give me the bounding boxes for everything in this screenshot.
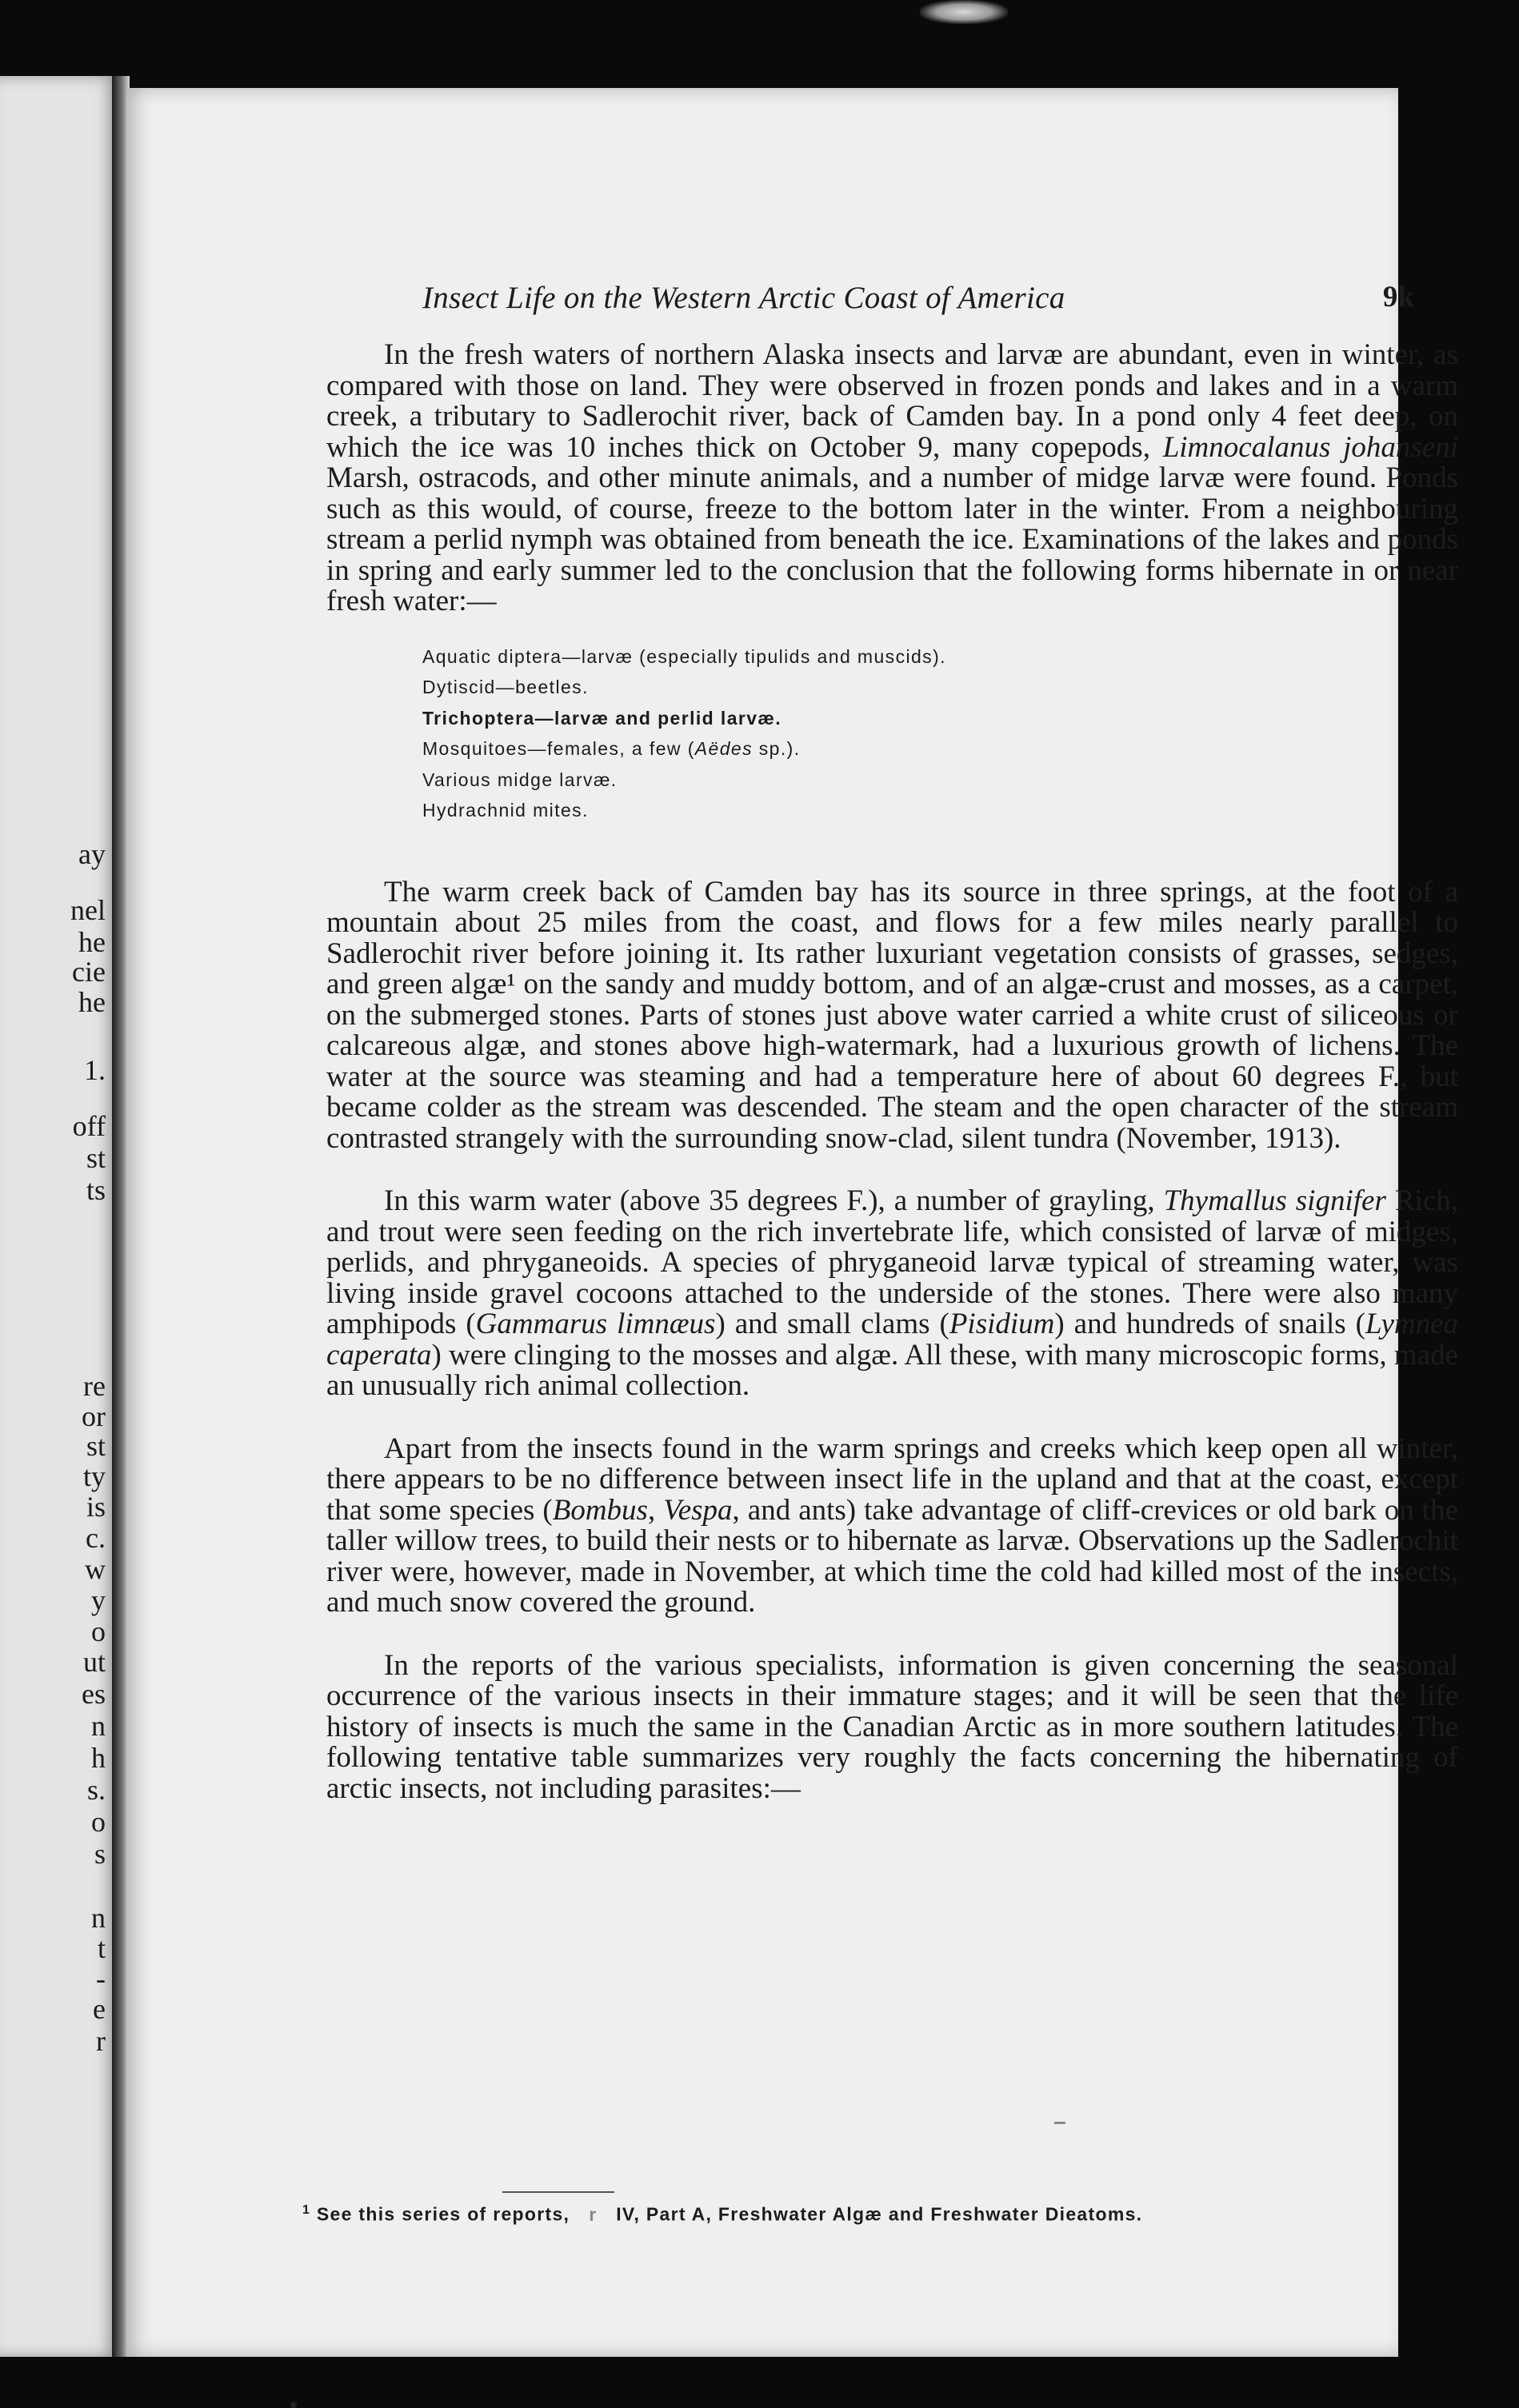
- facing-page-fragment: es: [82, 1678, 106, 1710]
- footnote-stray-mark: r: [589, 2203, 598, 2225]
- facing-page-fragment: st: [86, 1430, 106, 1462]
- facing-page-fragment: ay: [78, 838, 106, 870]
- list-item: Aquatic diptera—larvæ (especially tipulids and muscids).: [422, 645, 946, 667]
- facing-page-fragment: s.: [86, 1774, 106, 1806]
- stray-dot: [290, 2402, 297, 2408]
- footnote-marker: 1: [302, 2203, 311, 2217]
- paragraph-fresh-waters: In the fresh waters of northern Alaska insects and larvæ are abundant, even in winter, as compared with those on land. They were observed in frozen ponds and lakes and in a warm creek, a tributary to Sadlerochit river, back of Camden bay. In a pond only 4 feet deep, on which the ice was 10 inches thick on October 9, many copepods, Limnocalanus johanseni Marsh, ostracods, and other minute animals, and a number of midge larvæ were found. Ponds such as this would, of course, freeze to the bottom later in the winter. From a neighbouring stream a perlid nymph was obtained from beneath the ice. Examinations of the lakes and ponds in spring and early summer led to the conclusion that the following forms hibernate in or near fresh water:—: [326, 338, 1458, 617]
- paragraph-warm-creek: The warm creek back of Camden bay has its source in three springs, at the foot of a mountain about 25 miles from the coast, and flows for a few miles nearly parallel to Sadlerochit river before joining it. Its rather luxuriant vegetation consists of grasses, sedges, and green algæ¹ on the sandy and muddy bottom, and of an algæ-crust and mosses, as a carpet, on the submerged stones. Parts of stones just above water carried a white crust of siliceous or calcareous algæ, and stones above high-watermark, had a luxurious growth of lichens. The water at the source was steaming and had a temperature here of about 60 degrees F., but became colder as the stream was descended. The steam and the open character of the stream contrasted strangely with the surrounding snow-clad, silent tundra (November, 1913).: [326, 875, 1458, 1155]
- facing-page-fragment: s: [94, 1838, 106, 1870]
- facing-page-fragment: t: [97, 1932, 106, 1964]
- list-item: Dytiscid—beetles.: [422, 677, 589, 697]
- facing-page-fragment: cie: [72, 956, 106, 988]
- list-item: Mosquitoes—females, a few (Aëdes sp.).: [422, 738, 801, 759]
- facing-page-fragment: o: [91, 1806, 106, 1838]
- running-head-title: Insect Life on the Western Arctic Coast of America: [422, 281, 1065, 315]
- facing-page-fragment: r: [96, 2025, 106, 2057]
- page-body: [326, 340, 1458, 1804]
- hibernating-forms-list: [422, 641, 1458, 826]
- running-head: [422, 280, 1414, 328]
- facing-page-fragment: or: [82, 1400, 106, 1432]
- facing-page-fragment: e: [93, 1993, 106, 2025]
- facing-page-fragment: ts: [86, 1174, 106, 1206]
- facing-page-fragment: nel: [70, 894, 106, 926]
- facing-page-fragment: h: [91, 1742, 106, 1774]
- book-page: [126, 88, 1459, 2357]
- list-item: Trichoptera—larvæ and perlid larvæ.: [422, 707, 782, 729]
- facing-page-fragment: -: [96, 1963, 106, 1995]
- list-item: Various midge larvæ.: [422, 769, 618, 790]
- footnote: [302, 2203, 1142, 2226]
- facing-page-fragment: ty: [82, 1460, 106, 1492]
- paragraph-specialist-reports: In the reports of the various specialists, information is given concerning the seasonal occurrence of the various insects in their immature stages; and it will be seen that the life history of insects is much the same in the Canadian Arctic as in more southern latitudes. The following tentative table summarizes very roughly the facts concerning the hibernating of arctic insects, not including parasites:—: [326, 1648, 1458, 1805]
- facing-page-fragment: n: [91, 1902, 106, 1934]
- facing-page-fragment: off: [72, 1110, 106, 1142]
- footnote-text-a: See this series of reports,: [316, 2203, 570, 2225]
- paragraph-upland-coast: Apart from the insects found in the warm springs and creeks which keep open all winter, there appears to be no difference between insect life in the upland and that at the coast, except that some species (Bombus, Vespa, and ants) take advantage of cliff-crevices or old bark on the taller willow trees, to build their nests or to hibernate as larvæ. Observations up the Sadlerochit river were, however, made in November, at which time the cold had killed most of the insects, and much snow covered the ground.: [326, 1432, 1459, 1619]
- facing-page-fragment: n: [91, 1710, 106, 1742]
- facing-page-fragment: y: [91, 1584, 106, 1616]
- facing-page-fragment: ut: [82, 1646, 106, 1678]
- footnote-text-b: IV, Part A, Freshwater Algæ and Freshwater Dieatoms.: [616, 2203, 1143, 2225]
- facing-page-fragment: is: [86, 1491, 106, 1523]
- facing-page-edge: [0, 76, 120, 2357]
- facing-page-fragment: c.: [86, 1522, 106, 1554]
- facing-page-fragment: he: [78, 986, 106, 1018]
- list-item: Hydrachnid mites.: [422, 800, 589, 821]
- facing-page-fragment: st: [86, 1142, 106, 1174]
- facing-page-fragment: w: [85, 1553, 106, 1585]
- footnote-rule: [502, 2191, 614, 2193]
- stray-mark: [1054, 2122, 1065, 2124]
- facing-page-fragment: re: [83, 1370, 106, 1402]
- facing-page-fragment: 1.: [84, 1054, 106, 1086]
- scan-blot: [920, 0, 1008, 24]
- paragraph-warm-water: In this warm water (above 35 degrees F.), a number of grayling, Thymallus signifer Rich, and trout were seen feeding on the rich invertebrate life, which consisted of larvæ of midges, perlids, and phryganeoids. A species of phryganeoid larvæ typical of streaming water, was living inside gravel cocoons attached to the underside of the stones. There were also many amphipods (Gammarus limnæus) and small clams (Pisidium) and hundreds of snails (Lymnea caperata) were clinging to the mosses and algæ. All these, with many microscopic forms, made an unusually rich animal collection.: [326, 1184, 1459, 1402]
- facing-page-fragment: o: [91, 1615, 106, 1647]
- facing-page-fragment: he: [78, 926, 106, 958]
- page-number: 9k: [1382, 281, 1414, 313]
